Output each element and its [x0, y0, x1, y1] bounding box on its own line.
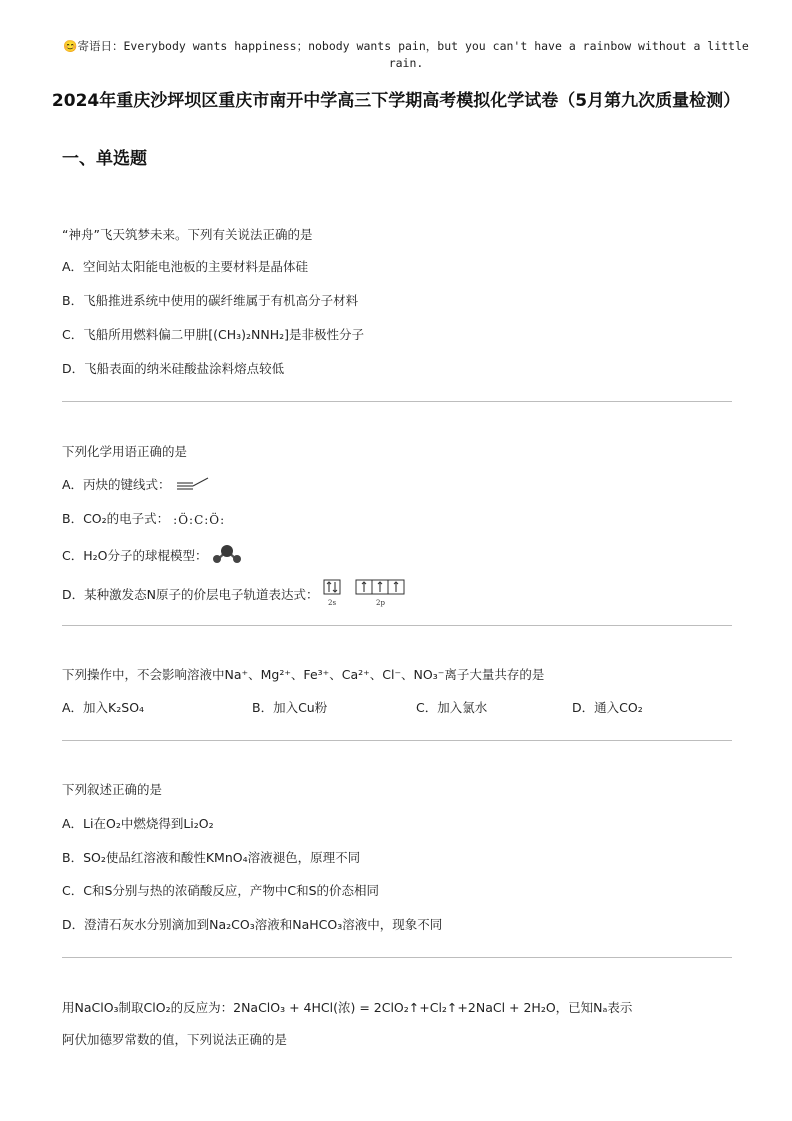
question-1-option-a: A．空间站太阳能电池板的主要材料是晶体硅 — [62, 258, 308, 276]
document-title: 2024年重庆沙坪坝区重庆市南开中学高三下学期高考模拟化学试卷（5月第九次质量检测） — [40, 89, 752, 114]
orbital-label-2p: 2p — [376, 599, 385, 607]
question-4-option-c: C．C和S分别与热的浓硝酸反应，产物中C和S的价态相同 — [62, 882, 379, 900]
question-3-stem: 下列操作中，不会影响溶液中Na⁺、Mg²⁺、Fe³⁺、Ca²⁺、Cl⁻、NO₃⁻离子大量共存的是 — [62, 666, 544, 684]
question-4-option-b: B．SO₂使品红溶液和酸性KMnO₄溶液褪色，原理不同 — [62, 849, 360, 867]
question-3-option-d: D．通入CO₂ — [572, 699, 643, 717]
option-a-label: A．丙炔的键线式： — [62, 477, 171, 492]
question-5-stem-line-1: 用NaClO₃制取ClO₂的反应为：2NaClO₃ + 4HCl(浓) = 2ClO₂↑+Cl₂↑+2NaCl + 2H₂O，已知Nₐ表示 — [62, 999, 632, 1017]
orbital-diagram-icon — [322, 578, 414, 613]
question-1-option-d: D．飞船表面的纳米硅酸盐涂料熔点较低 — [62, 360, 284, 378]
question-4-option-d: D．澄清石灰水分别滴加到Na₂CO₃溶液和NaHCO₃溶液中，现象不同 — [62, 916, 442, 934]
water-ball-stick-model-icon — [211, 544, 243, 569]
question-divider — [62, 401, 732, 402]
question-1-option-c: C．飞船所用燃料偏二甲肼[(CH₃)₂NNH₂]是非极性分子 — [62, 326, 364, 344]
question-2-option-d — [62, 578, 414, 613]
question-2-stem: 下列化学用语正确的是 — [62, 443, 187, 461]
propyne-skeletal-formula-icon — [175, 476, 211, 495]
section-heading: 一、单选题 — [62, 148, 147, 170]
question-2-option-b — [62, 510, 225, 529]
question-1-option-b: B．飞船推进系统中使用的碳纤维属于有机高分子材料 — [62, 292, 358, 310]
question-divider — [62, 957, 732, 958]
question-divider — [62, 625, 732, 626]
question-3-option-a: A．加入K₂SO₄ — [62, 699, 144, 717]
question-4-stem: 下列叙述正确的是 — [62, 781, 162, 799]
question-4-option-a: A．Li在O₂中燃烧得到Li₂O₂ — [62, 815, 214, 833]
co2-electron-formula: :Ö:C:Ö: — [173, 511, 225, 529]
question-1-stem: “神舟”飞天筑梦未来。下列有关说法正确的是 — [62, 226, 312, 244]
motto-text: 😊寄语日：Everybody wants happiness；nobody wants pain，but you can't have a rainbow without a little rain. — [50, 38, 762, 72]
question-2-option-c — [62, 544, 243, 569]
question-2-option-a — [62, 476, 211, 495]
question-divider — [62, 740, 732, 741]
question-3-option-c: C．加入氯水 — [416, 699, 487, 717]
orbital-label-2s: 2s — [328, 599, 336, 607]
option-b-label: B．CO₂的电子式： — [62, 511, 169, 526]
option-c-label: C．H₂O分子的球棍模型： — [62, 548, 207, 563]
question-3-option-b: B．加入Cu粉 — [252, 699, 327, 717]
option-d-label: D．某种激发态N原子的价层电子轨道表达式： — [62, 587, 318, 602]
question-5-stem-line-2: 阿伏加德罗常数的值，下列说法正确的是 — [62, 1031, 287, 1049]
